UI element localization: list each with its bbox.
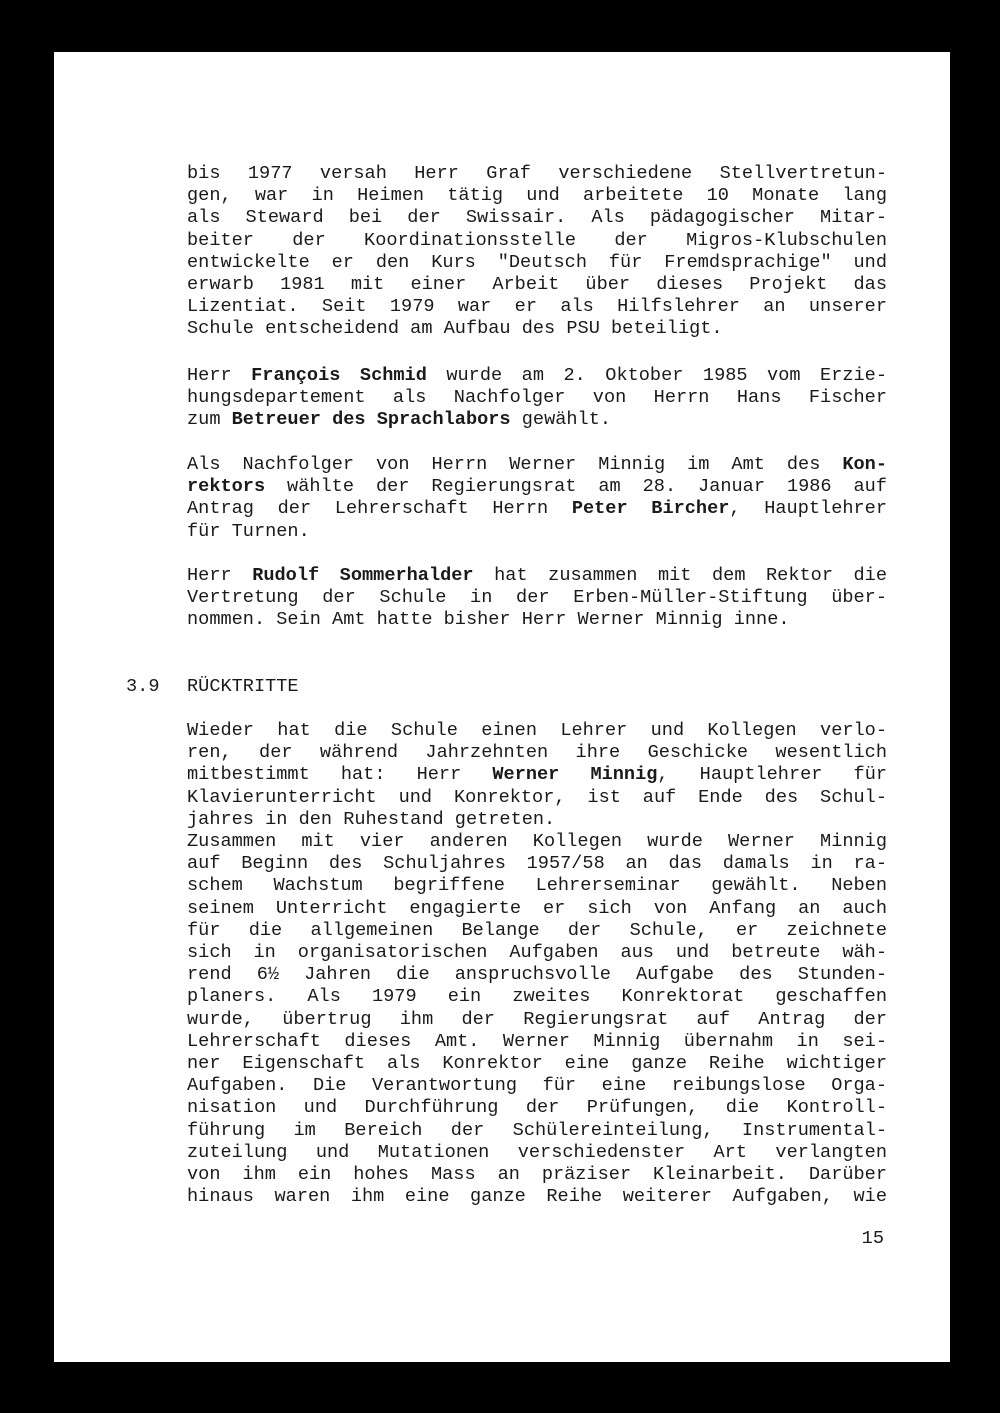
text-line: wurde, übertrug ihm der Regierungsrat auf Antrag der xyxy=(187,1008,887,1030)
text-line: Als Nachfolger von Herrn Werner Minnig im Amt des Kon- xyxy=(187,454,887,475)
role-konrektor-cont: rektors xyxy=(187,476,266,498)
text-line: ren, der während Jahrzehnten ihre Geschicke wesentlich xyxy=(187,742,887,764)
text-line: von ihm ein hohes Mass an präziser Kleinarbeit. Darüber xyxy=(187,1164,887,1186)
text-line: Vertretung der Schule in der Erben-Müller-Stiftung über- xyxy=(187,587,887,609)
name-werner-minnig: Werner Minnig xyxy=(492,764,658,786)
text-line: gen, war in Heimen tätig und arbeitete 10 Monate lang xyxy=(187,185,887,207)
text-line: Antrag der Lehrerschaft Herrn Peter Bircher, Hauptlehrer xyxy=(187,498,887,520)
text-line: hinaus waren ihm eine ganze Reihe weiterer Aufgaben, wie xyxy=(187,1186,887,1208)
role-konrektor: Kon- xyxy=(842,454,887,475)
section-title: RÜCKTRITTE xyxy=(187,676,299,697)
document-page xyxy=(54,52,950,1362)
name-rudolf-sommerhalder: Rudolf Sommerhalder xyxy=(252,565,474,586)
paragraph-schmid xyxy=(187,365,887,432)
text-line: für Turnen. xyxy=(187,520,310,542)
text-line: hungsdepartement als Nachfolger von Herrn Hans Fischer xyxy=(187,387,887,409)
text-line: ner Eigenschaft als Konrektor eine ganze Reihe wichtiger xyxy=(187,1053,887,1075)
section-number: 3.9 xyxy=(126,676,160,697)
text-line: Herr François Schmid wurde am 2. Oktober 1985 vom Erzie- xyxy=(187,365,887,386)
text-line: sich in organisatorischen Aufgaben aus und betreute wäh- xyxy=(187,942,887,964)
text-line: nisation und Durchführung der Prüfungen, die Kontroll- xyxy=(187,1097,887,1119)
text-line: für die allgemeinen Belange der Schule, er zeichnete xyxy=(187,919,887,941)
text-line: entwickelte er den Kurs "Deutsch für Fremdsprachige" und xyxy=(187,251,887,273)
text-line: Lehrerschaft dieses Amt. Werner Minnig übernahm in sei- xyxy=(187,1030,887,1052)
paragraph-sommerhalder xyxy=(187,565,887,632)
text-line: bis 1977 versah Herr Graf verschiedene Stellvertretun- xyxy=(187,163,887,184)
paragraph-minnig xyxy=(187,720,887,1208)
paragraph-graf xyxy=(187,163,887,341)
text-line: Schule entscheidend am Aufbau des PSU beteiligt. xyxy=(187,318,723,340)
text-line: jahres in den Ruhestand getreten. xyxy=(187,808,556,830)
text-line: Zusammen mit vier anderen Kollegen wurde Werner Minnig xyxy=(187,831,887,853)
text-line: Wieder hat die Schule einen Lehrer und Kollegen verlo- xyxy=(187,720,887,741)
paragraph-bircher xyxy=(187,454,887,543)
text-line: schem Wachstum begriffene Lehrerseminar gewählt. Neben xyxy=(187,875,887,897)
text-line: seinem Unterricht engagierte er sich von Anfang an auch xyxy=(187,897,887,919)
text-line: beiter der Koordinationsstelle der Migros-Klubschulen xyxy=(187,229,887,251)
page-number: 15 xyxy=(861,1228,884,1249)
name-peter-bircher: Peter Bircher xyxy=(571,498,730,520)
role-betreuer-sprachlabor: Betreuer des Sprachlabors xyxy=(231,409,511,431)
text-line: Herr Rudolf Sommerhalder hat zusammen mit dem Rektor die xyxy=(187,565,887,586)
text-line: Klavierunterricht und Konrektor, ist auf Ende des Schul- xyxy=(187,786,887,808)
text-line: planers. Als 1979 ein zweites Konrektorat geschaffen xyxy=(187,986,887,1008)
text-line: rektors wählte der Regierungsrat am 28. Januar 1986 auf xyxy=(187,476,887,498)
text-line: führung im Bereich der Schülereinteilung, Instrumental- xyxy=(187,1119,887,1141)
text-line: zum Betreuer des Sprachlabors gewählt. xyxy=(187,409,612,431)
text-line: Aufgaben. Die Verantwortung für eine reibungslose Orga- xyxy=(187,1075,887,1097)
text-line: nommen. Sein Amt hatte bisher Herr Werner Minnig inne. xyxy=(187,609,790,631)
name-francois-schmid: François Schmid xyxy=(251,365,427,386)
text-line: Lizentiat. Seit 1979 war er als Hilfslehrer an unserer xyxy=(187,296,887,318)
text-line: als Steward bei der Swissair. Als pädagogischer Mitar- xyxy=(187,207,887,229)
text-line: auf Beginn des Schuljahres 1957/58 an das damals in ra- xyxy=(187,853,887,875)
text-line: mitbestimmt hat: Herr Werner Minnig, Hauptlehrer für xyxy=(187,764,888,786)
text-line: zuteilung und Mutationen verschiedenster Art verlangten xyxy=(187,1141,887,1163)
text-line: rend 6½ Jahren die anspruchsvolle Aufgabe des Stunden- xyxy=(187,964,887,986)
text-line: erwarb 1981 mit einer Arbeit über dieses Projekt das xyxy=(187,274,887,296)
